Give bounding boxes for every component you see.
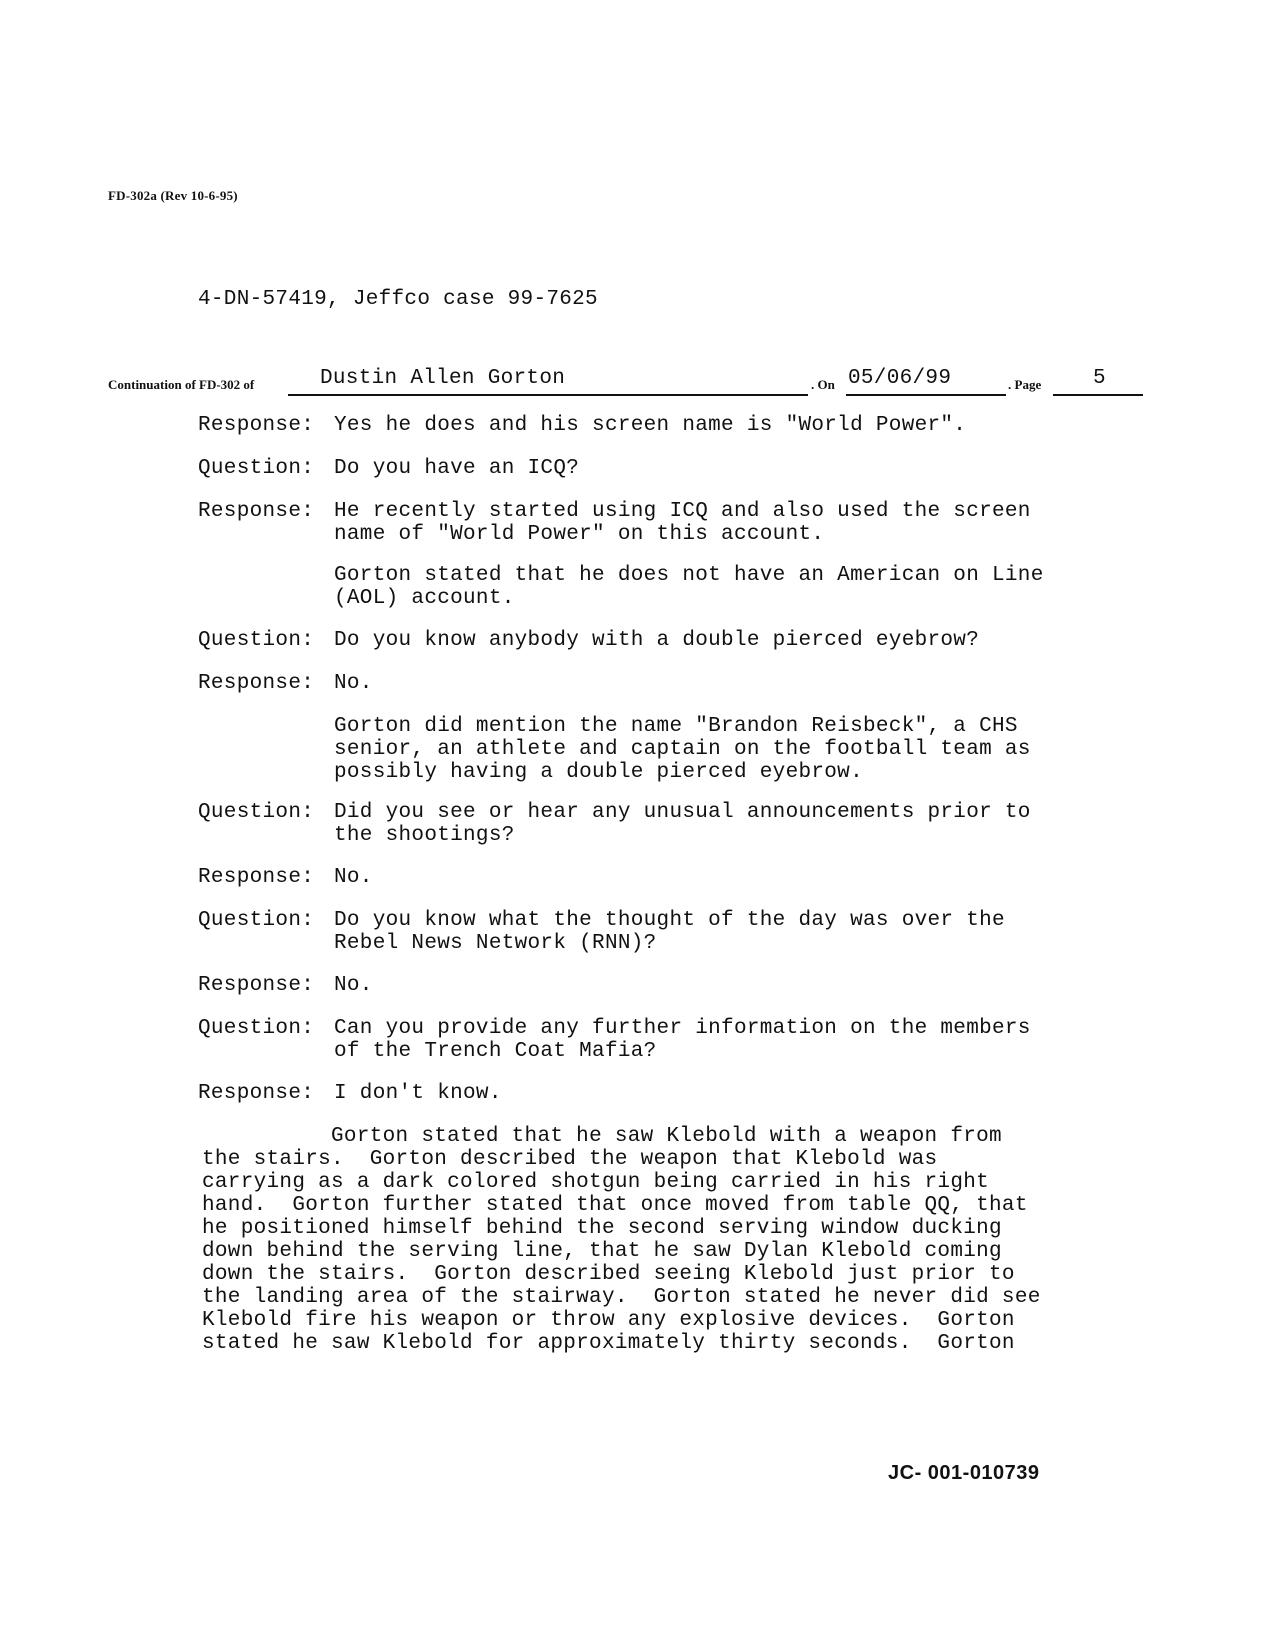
page-label: . Page xyxy=(1008,377,1042,392)
qa-entry xyxy=(198,974,1098,997)
qa-entry xyxy=(198,457,1098,480)
qa-label: Question: xyxy=(198,629,315,652)
qa-text: Yes he does and his screen name is "World Power". xyxy=(334,414,967,437)
qa-text: He recently started using ICQ and also used the screen name of "World Power" on this account. xyxy=(334,500,1031,546)
qa-text: No. xyxy=(334,672,373,695)
qa-label: Response: xyxy=(198,866,315,889)
qa-entry xyxy=(198,1082,1098,1105)
qa-text: Did you see or hear any unusual announcements prior to the shootings? xyxy=(334,801,1031,847)
qa-entry xyxy=(198,715,1098,784)
qa-entry xyxy=(198,672,1098,695)
qa-label: Question: xyxy=(198,801,315,824)
on-label: . On xyxy=(811,377,835,392)
qa-text: Gorton did mention the name "Brandon Reisbeck", a CHS senior, an athlete and captain on the football team as possibly having a double pierced eyebrow. xyxy=(334,715,1031,784)
qa-text: Do you have an ICQ? xyxy=(334,457,580,480)
qa-entry xyxy=(198,564,1098,610)
qa-entry xyxy=(198,500,1098,546)
case-number: 4-DN-57419, Jeffco case 99-7625 xyxy=(198,288,598,311)
qa-label: Response: xyxy=(198,672,315,695)
qa-entry xyxy=(198,629,1098,652)
qa-label xyxy=(198,564,334,610)
qa-text: No. xyxy=(334,974,373,997)
qa-label: Question: xyxy=(198,909,315,932)
qa-label xyxy=(198,715,334,784)
qa-label: Response: xyxy=(198,500,315,523)
qa-entry xyxy=(198,909,1098,955)
bates-stamp: JC- 001-010739 xyxy=(888,1462,1040,1484)
page-number-field xyxy=(1053,367,1143,396)
qa-label: Question: xyxy=(198,1017,315,1040)
date-field xyxy=(846,367,1006,396)
subject-name: Dustin Allen Gorton xyxy=(320,367,566,390)
qa-entry xyxy=(198,1017,1098,1063)
qa-label: Question: xyxy=(198,457,315,480)
qa-text: No. xyxy=(334,866,373,889)
qa-label: Response: xyxy=(198,414,315,437)
qa-text: I don't know. xyxy=(334,1082,502,1105)
continuation-label: Continuation of FD-302 of xyxy=(108,377,255,392)
interview-date: 05/06/99 xyxy=(848,367,952,390)
qa-label: Response: xyxy=(198,1082,315,1105)
subject-name-field xyxy=(288,367,808,396)
page-number: 5 xyxy=(1093,367,1106,390)
continuation-header xyxy=(108,368,1143,398)
qa-label: Response: xyxy=(198,974,315,997)
qa-entry xyxy=(198,801,1098,847)
qa-text: Do you know anybody with a double pierced eyebrow? xyxy=(334,629,980,652)
qa-entry xyxy=(198,866,1098,889)
qa-text: Can you provide any further information on the members of the Trench Coat Mafia? xyxy=(334,1017,1031,1063)
qa-text: Do you know what the thought of the day was over the Rebel News Network (RNN)? xyxy=(334,909,1005,955)
qa-entry xyxy=(198,414,1098,437)
form-number: FD-302a (Rev 10-6-95) xyxy=(108,188,238,203)
narrative-paragraph: Gorton stated that he saw Klebold with a weapon from the stairs. Gorton described the weapon that Klebold was carrying as a dark colored shotgun being carried in his right hand. Gorton further stated that once moved from table QQ, that he positioned himself behind the second serving window ducking down behind the serving line, that he saw Dylan Klebold coming down the stairs. Gorton described seeing Klebold just prior to the landing area of the stairway. Gorton stated he never did see Klebold fire his weapon or throw any explosive devices. Gorton stated he saw Klebold for approximately thirty seconds. Gorton xyxy=(202,1125,1041,1355)
qa-text: Gorton stated that he does not have an American on Line (AOL) account. xyxy=(334,564,1044,610)
